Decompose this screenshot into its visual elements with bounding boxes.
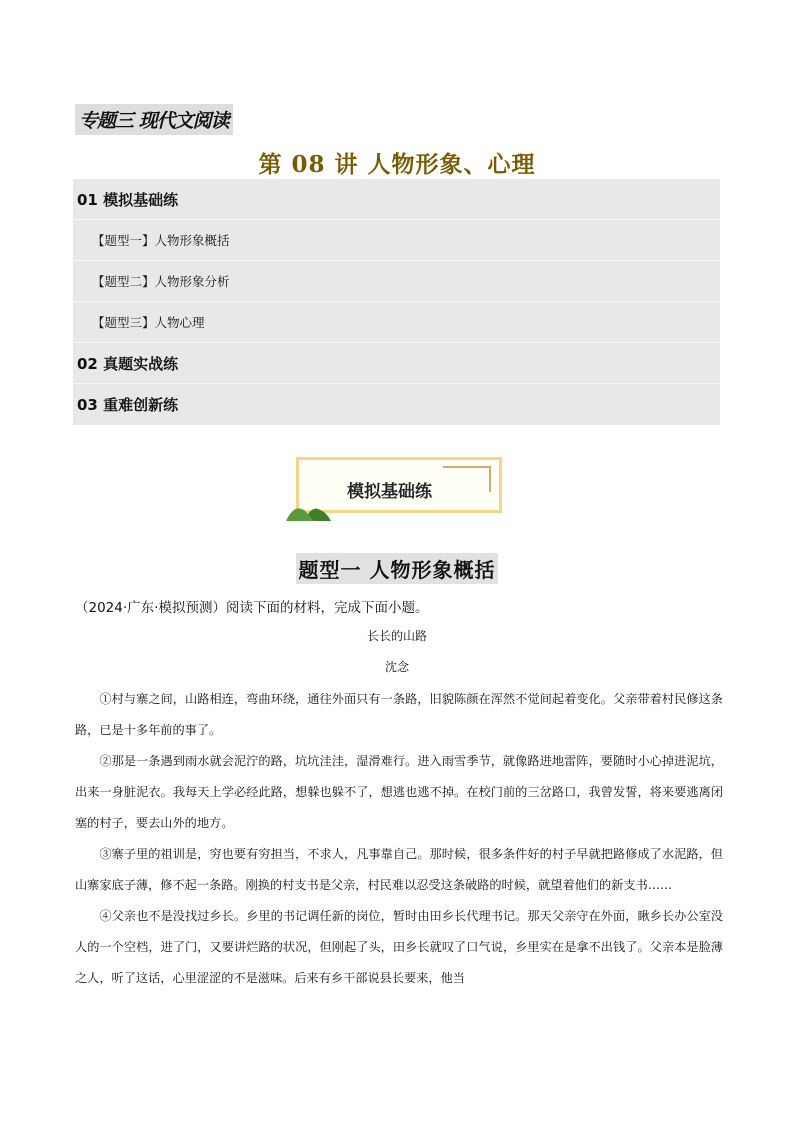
question-type-label: 题型一 人物形象概括 bbox=[296, 553, 499, 584]
topic-label: 专题三 现代文阅读 bbox=[75, 104, 233, 135]
story-title: 长长的山路 bbox=[366, 629, 427, 643]
toc-item-type-two[interactable]: 【题型二】人物形象分析 bbox=[73, 261, 720, 302]
toc-item-basic-practice[interactable]: 01 模拟基础练 bbox=[73, 179, 720, 220]
toc-item-type-one[interactable]: 【题型一】人物形象概括 bbox=[73, 220, 720, 261]
paragraph: ③寨子里的祖训是，穷也要有穷担当，不求人，凡事靠自己。那时候，很多条件好的村子早就把路修成了水泥路，但山寨家底子薄，修不起一条路。刚换的村支书是父亲，村民难以忍受这条破路的时候，就望着他们的新支书…… bbox=[75, 847, 723, 892]
lecture-title: 第 08 讲 人物形象、心理 bbox=[258, 151, 536, 178]
reading-instructions: （2024·广东·模拟预测）阅读下面的材料，完成下面小题。 bbox=[75, 600, 429, 616]
paragraph: ①村与寨之间，山路相连，弯曲环绕，通往外面只有一条路，旧貌陈颜在浑然不觉间起着变化。父亲带着村民修这条路，已是十多年前的事了。 bbox=[75, 692, 723, 737]
banner-decoration-line bbox=[443, 466, 491, 468]
green-hills-icon bbox=[284, 496, 334, 522]
story-body bbox=[75, 684, 723, 994]
banner-decoration-line-vertical bbox=[489, 466, 491, 492]
story-author: 沈念 bbox=[384, 660, 409, 674]
toc-item-type-three[interactable]: 【题型三】人物心理 bbox=[73, 302, 720, 343]
toc-item-challenge[interactable]: 03 重难创新练 bbox=[77, 396, 179, 414]
paragraph: ④父亲也不是没找过乡长。乡里的书记调任新的岗位，暂时由田乡长代理书记。那天父亲守在外面，瞅乡长办公室没人的一个空档，进了门，又要讲烂路的状况，但刚起了头，田乡长就叹了口气说，乡里实在是拿不出钱了。父亲本是脸薄之人，听了这话，心里涩涩的不是滋味。后来有乡干部说县长要来，他当 bbox=[75, 909, 723, 985]
toc-item-real-exam[interactable]: 02 真题实战练 bbox=[73, 343, 720, 384]
table-of-contents bbox=[73, 179, 720, 425]
banner-label: 模拟基础练 bbox=[347, 482, 432, 502]
question-type-heading bbox=[0, 553, 794, 584]
paragraph: ②那是一条遇到雨水就会泥泞的路，坑坑洼洼，湿滑难行。进入雨雪季节，就像路进地雷阵，要随时小心掉进泥坑，出来一身脏泥衣。我每天上学必经此路，想躲也躲不了，想逃也逃不掉。在校门前的三岔路口，我曾发誓，将来要逃离闭塞的村子，要去山外的地方。 bbox=[75, 754, 723, 830]
